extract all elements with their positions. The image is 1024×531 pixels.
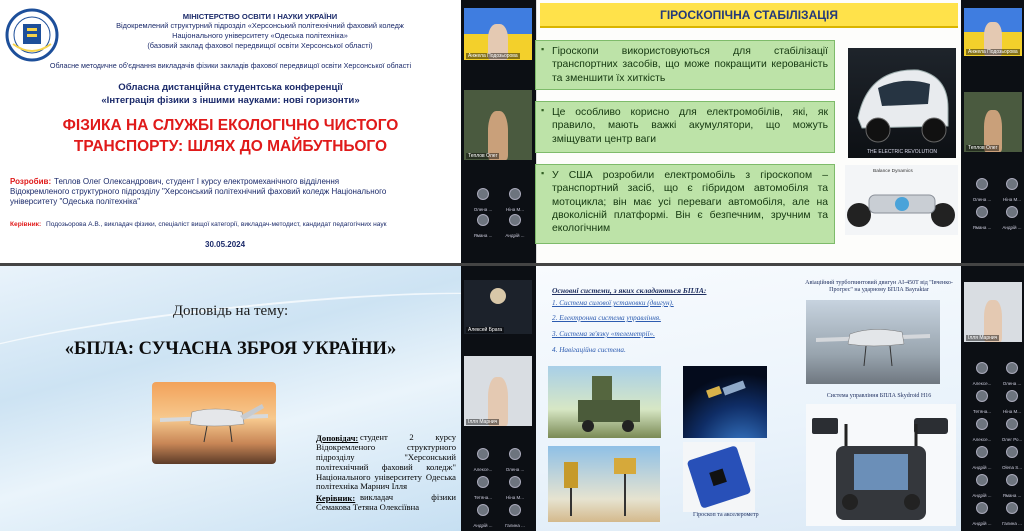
participant-tile[interactable]: Олена ... [992, 360, 1024, 386]
participant-tile[interactable]: Алексе... [463, 446, 503, 472]
radar-vehicle-photo [548, 366, 661, 438]
participant-tile[interactable]: Ямана ... [463, 212, 503, 238]
skydroid-controller-photo [806, 404, 956, 526]
gyroscope-slide-title: ГІРОСКОПІЧНА СТАБІЛІЗАЦІЯ [540, 3, 958, 28]
participant-tile[interactable]: Ніна М... [495, 474, 535, 500]
drone-supervisor-text: викладач фізики Семакова Тетяна Олексіївна [316, 492, 456, 512]
systems-heading: Основні системи, з яких складаються БПЛА: [552, 286, 707, 295]
participant-tile[interactable]: Ніна М... [992, 176, 1024, 202]
participant-video-braga[interactable]: Алексей Брага [464, 280, 532, 334]
participant-tile[interactable]: Тетяна... [463, 474, 503, 500]
conference-theme: «Інтеграція фізики з іншими науками: нові горизонти» [101, 95, 360, 106]
mobile-station-photo [548, 446, 660, 522]
participant-video-marnych-right[interactable]: Ілля Марнич [964, 282, 1022, 342]
speaker-text: студент 2 курсу Відокремленого структурного підрозділу "Херсонський політехнічний фаховий коледж" Національного університету Одеська політехніка Марнич Ілля [316, 432, 456, 492]
participant-video-podozorova-right[interactable]: Анжела Подозьорова [964, 8, 1022, 56]
report-heading: Доповідь на тему: [172, 303, 289, 319]
gyro-board-photo [683, 442, 755, 512]
participant-tile[interactable]: Андрій ... [962, 444, 1002, 470]
bayraktar-photo [806, 300, 940, 384]
participant-tile[interactable]: Андрій ... [962, 472, 1002, 498]
drone-photo [152, 382, 276, 464]
system-item-2: 2. Електронна система управління. [552, 314, 661, 322]
participant-tile[interactable]: Андрій ... [962, 500, 1002, 526]
participant-video-teplov-right[interactable]: Теплов Олег [964, 92, 1022, 152]
drone-supervisor-label: Керівник: [316, 493, 356, 503]
system-item-1: 1. Система силової установки (двигун). [552, 299, 674, 307]
bullet-3: ▪ У США розробили електромобіль з гіроскопом – транспортний засіб, що є гібридом автомобіля та мотоцикла; він має усі переваги автомобіля, але на двоколісній платформі. Він є безпечним, зручним та екологічним [535, 164, 835, 244]
college-logo-icon [5, 8, 59, 62]
participant-tile[interactable]: Галина ... [992, 500, 1024, 526]
participant-tile[interactable]: Ямана ... [992, 472, 1024, 498]
slide-title-line-2: ТРАНСПОРТУ: ШЛЯХ ДО МАЙБУТНЬОГО [73, 138, 388, 155]
participant-tile[interactable]: Олена ... [463, 186, 503, 212]
participant-tile[interactable]: Ніна М... [495, 186, 535, 212]
participant-tile[interactable]: Андрій ... [495, 212, 535, 238]
supervisor-text: Подозьорова А.В., викладач фізики, спеціаліст вищої категорії, викладач-методист, кандидат педагогічних наук [46, 221, 387, 228]
participant-tile[interactable]: Olena S... [992, 444, 1024, 470]
participant-tile[interactable]: Андрій ... [992, 204, 1024, 230]
electric-car-caption: THE ELECTRIC REVOLUTION [866, 149, 937, 155]
satellite-photo [683, 366, 767, 438]
speaker-label: Доповідач: [316, 433, 359, 443]
participant-video-teplov[interactable]: Теплов Олег [464, 90, 532, 160]
supervisor-label: Керівник: [10, 221, 42, 228]
author-line-1: Теплов Олег Олександрович, студент І курсу електромеханічного відділення [54, 177, 340, 186]
report-title: «БПЛА: СУЧАСНА ЗБРОЯ УКРАЇНИ» [64, 339, 397, 359]
balance-diagram [845, 165, 958, 235]
participant-tile[interactable]: Андрій ... [463, 502, 503, 528]
college-line-3: (базовий заклад фахової передвищої освіти Херсонської області) [147, 41, 373, 50]
gyro-caption: Гіроскоп та акселерометр [693, 512, 759, 518]
association-line: Обласне методичне об'єднання викладачів фізики закладів фахової передвищої освіти Херсонської області [49, 61, 412, 70]
participant-tile[interactable]: Тетяна... [962, 388, 1002, 414]
college-line-1: Відокремлений структурний підрозділ «Херсонський політехнічний фаховий коледж [116, 21, 404, 30]
engine-caption: Авіаційний турбогвинтовий двигун АІ-450Т від "Івченко-Прогрес" на ударному БПЛА Bayraktar [805, 280, 953, 294]
conference-line: Обласна дистанційна студентська конференції [118, 82, 343, 93]
participant-tile[interactable]: Галина ... [495, 502, 535, 528]
participant-tile[interactable]: Алексе... [962, 416, 1002, 442]
slide-title-line-1: ФІЗИКА НА СЛУЖБІ ЕКОЛОГІЧНО ЧИСТОГО [62, 117, 399, 134]
bullet-2: ▪ Це особливо корисно для електромобілів, які, як правило, мають важкі акумулятори, що можуть зміщувати центр ваги [535, 101, 835, 153]
slide-date: 30.05.2024 [205, 240, 246, 249]
ministry-line: МІНІСТЕРСТВО ОСВІТИ І НАУКИ УКРАЇНИ [182, 12, 338, 21]
participant-tile[interactable]: Олена ... [962, 176, 1002, 202]
author-label: Розробив: [10, 177, 52, 186]
system-item-4: 4. Навігаційна система. [552, 346, 626, 354]
participant-tile[interactable]: Алексе... [962, 360, 1002, 386]
bullet-1: ▪ Гіроскопи використовуються для стабілізації транспортних засобів, що може покращити керованість та зменшити їх хиткість [535, 40, 835, 90]
slide-eco-transport-title [0, 0, 461, 263]
participant-tile[interactable]: Ямана ... [962, 204, 1002, 230]
electric-car-photo [848, 48, 956, 158]
author-line-3: університету "Одеська політехніка" [10, 197, 141, 206]
college-line-2: Національного університету «Одеська політехніка» [172, 31, 348, 40]
participant-video-marnych[interactable]: Ілля Марнич [464, 356, 532, 426]
participant-tile[interactable]: Олена ... [495, 446, 535, 472]
balance-diagram-label: Balance Dynamics [873, 169, 913, 174]
control-caption: Система управління БПЛА Skydroid H16 [826, 393, 932, 399]
participant-tile[interactable]: Олег Ро... [992, 416, 1024, 442]
system-item-3: 3. Система зв'язку «телеметрії». [552, 330, 655, 338]
participant-video-podozorova[interactable]: Анжела Подозьорова [464, 8, 532, 60]
participant-tile[interactable]: Ніна М... [992, 388, 1024, 414]
author-line-2: Відокремленого структурного підрозділу "Херсонський політехнічний фаховий коледж Національного [10, 187, 387, 196]
